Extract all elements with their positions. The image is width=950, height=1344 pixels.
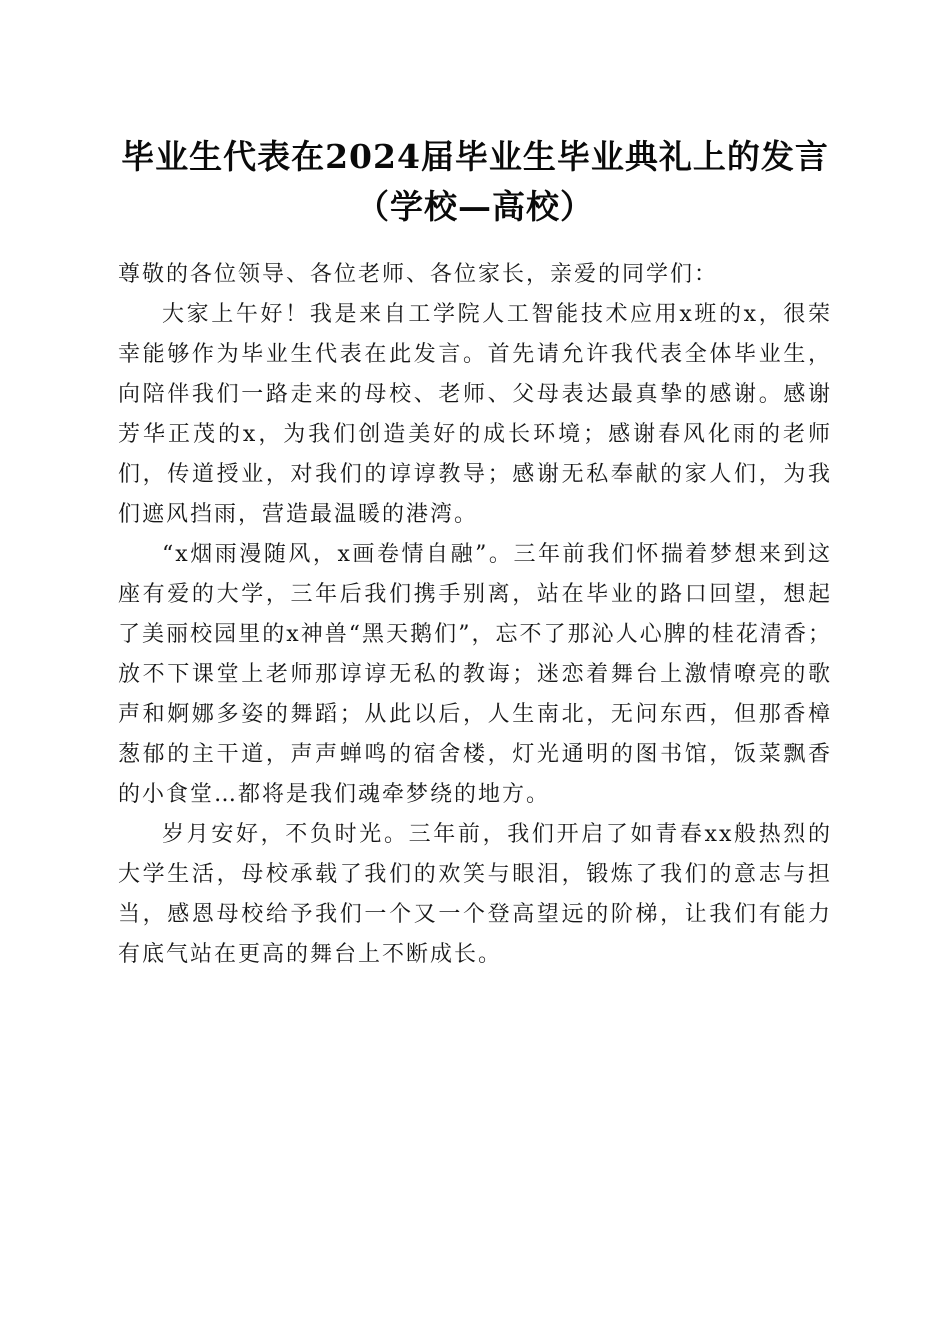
paragraph: 岁月安好，不负时光。三年前，我们开启了如青春xx般热烈的大学生活，母校承载了我们的欢笑与眼泪，锻炼了我们的意志与担当，感恩母校给予我们一个又一个登高望远的阶梯，让我们有能力有底气站在更高的舞台上不断成长。 — [118, 822, 832, 967]
paragraph: 大家上午好！我是来自工学院人工智能技术应用x班的x，很荣幸能够作为毕业生代表在此发言。首先请允许我代表全体毕业生，向陪伴我们一路走来的母校、老师、父母表达最真挚的感谢。感谢芳华正茂的x，为我们创造美好的成长环境；感谢春风化雨的老师们，传道授业，对我们的谆谆教导；感谢无私奉献的家人们，为我们遮风挡雨，营造最温暖的港湾。 — [118, 302, 832, 527]
salutation: 尊敬的各位领导、各位老师、各位家长，亲爱的同学们： — [118, 262, 719, 287]
document-body — [118, 255, 832, 975]
paragraph: “x烟雨漫随风，x画卷情自融”。三年前我们怀揣着梦想来到这座有爱的大学，三年后我们携手别离，站在毕业的路口回望，想起了美丽校园里的x神兽“黑天鹅们”，忘不了那沁人心脾的桂花清香；放不下课堂上老师那谆谆无私的教诲；迷恋着舞台上激情嘹亮的歌声和婀娜多姿的舞蹈；从此以后，人生南北，无问东西，但那香樟葱郁的主干道，声声蝉鸣的宿舍楼，灯光通明的图书馆，饭菜飘香的小食堂…都将是我们魂牵梦绕的地方。 — [118, 542, 832, 807]
document-title: 毕业生代表在2024届毕业生毕业典礼上的发言（学校—高校） — [121, 137, 829, 226]
